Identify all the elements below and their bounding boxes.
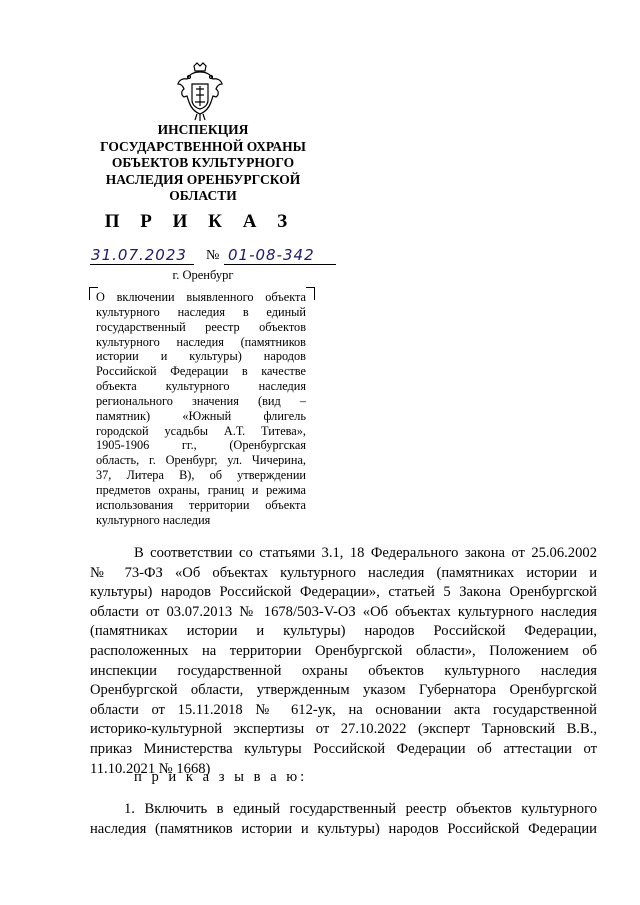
order-number: 01-08-342 (228, 246, 315, 264)
document-title: П Р И К А З (104, 211, 296, 232)
subject-line: использования территории объекта (96, 497, 306, 512)
body-line: расположенных на территории Оренбургской области», Положением об (90, 642, 597, 659)
order-directive: п р и к а з ы в а ю: (134, 769, 308, 785)
body-line: В соответствии со статьями 3.1, 18 Федерального закона от 25.06.2002 (134, 545, 597, 561)
subject-line: регионального значения (вид – (96, 393, 306, 408)
subject-line: предметов охраны, границ и режима (96, 482, 306, 497)
point-line: наследия (памятников истории и культуры) народов Российской Федерации (90, 820, 597, 837)
order-date: 31.07.2023 (91, 246, 187, 264)
corner-bracket-right (306, 287, 315, 300)
date-underline (90, 264, 194, 265)
agency-name (90, 122, 316, 205)
body-line: приказ Министерства культуры Российской Федерации об аттестации от (90, 740, 597, 757)
order-subject (96, 290, 306, 528)
body-line: области от 03.07.2013 № 1678/503-V-ОЗ «Об объектах культурного наследия (90, 603, 597, 620)
number-sign: № (206, 248, 220, 263)
body-line: № 73-ФЗ «Об объектах культурного наследия (памятниках истории и (90, 564, 597, 581)
subject-line: государственный реестр объектов (96, 319, 306, 334)
order-point-1 (90, 800, 597, 839)
body-line: 11.10.2021 № 1668) (90, 760, 211, 777)
point-line: 1. Включить в единый государственный реестр объектов культурного (124, 801, 597, 817)
body-line: Оренбургской области, утвержденным указом Губернатора Оренбургской (90, 682, 597, 699)
body-line: инспекции государственной охраны объектов культурного наследия (90, 662, 597, 679)
subject-line: истории и культуры) народов (96, 349, 306, 364)
subject-line: Российской Федерации в качестве (96, 364, 306, 379)
subject-line: 1905-1906 гг., (Оренбургская (96, 438, 306, 453)
body-line: историко-культурной экспертизы от 27.10.2022 (эксперт Тарновский В.В., (90, 721, 597, 738)
date-number-line (90, 246, 340, 268)
subject-line: культурного наследия (памятников (96, 334, 306, 349)
subject-line: область, г. Оренбург, ул. Чичерина, (96, 453, 306, 468)
city-label: г. Оренбург (172, 268, 234, 282)
subject-line: памятник) «Южный флигель (96, 408, 306, 423)
subject-line: культурного наследия (96, 512, 211, 527)
subject-line: объекта культурного наследия (96, 379, 306, 394)
body-line: культуры) народов Российской Федерации», статьей 5 Закона Оренбургской (90, 584, 597, 601)
coat-of-arms-emblem (175, 62, 225, 122)
subject-line: 37, Литера В), об утверждении (96, 468, 306, 483)
agency-line: ОБЛАСТИ (169, 188, 237, 204)
body-line: (памятниках истории и культуры) народов Российской Федерации, (90, 623, 597, 640)
body-line: области от 15.11.2018 № 612-ук, на основании акта государственной (90, 701, 597, 718)
agency-line: ИНСПЕКЦИЯ (157, 122, 249, 137)
subject-line: О включении выявленного объекта (96, 290, 306, 304)
preamble-paragraph (90, 544, 597, 779)
number-underline (224, 264, 336, 265)
agency-line: ГОСУДАРСТВЕННОЙ ОХРАНЫ (100, 138, 306, 154)
agency-line: НАСЛЕДИЯ ОРЕНБУРГСКОЙ (105, 171, 301, 187)
subject-line: городской усадьбы А.Т. Титева», (96, 423, 306, 438)
agency-line: ОБЪЕКТОВ КУЛЬТУРНОГО (111, 155, 295, 171)
subject-line: культурного наследия в единый (96, 304, 306, 319)
